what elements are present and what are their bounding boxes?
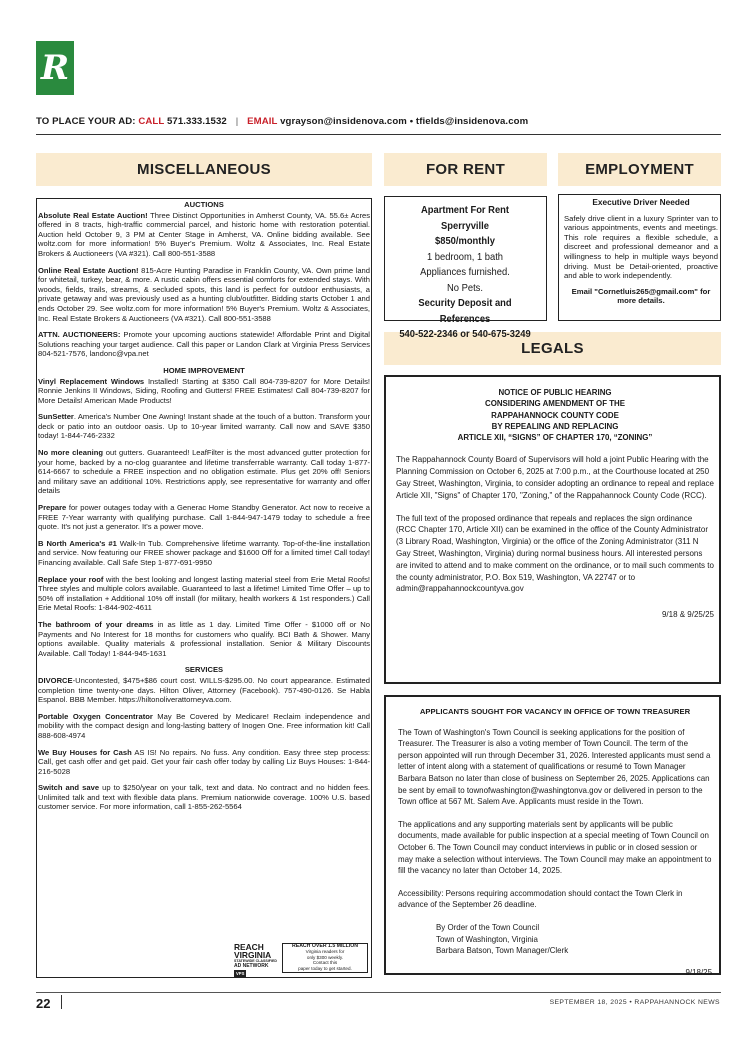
legal-paragraph: The full text of the proposed ordinance that repeals and replaces the sign ordinance (RCC Chapter 170, Article XII) can be examined in the office of the County Administrator (3 Library Road, Washington, Virginia) or the office of the Zoning Administrator (311 N Gay Street, Washington, Virginia) during normal business hours. All interested persons are invited to attend and to make comment on the ordinance, or to mail such comments to the county administrator, P.O. Box 519, Washington, VA 22747 or to admin@rappahannockcountyva.gov	[396, 513, 714, 594]
signature-line: Barbara Batson, Town Manager/Clerk	[436, 946, 569, 956]
call-label: CALL	[138, 116, 165, 127]
legals-header-text: LEGALS	[521, 340, 584, 357]
place-ad-lead: TO PLACE YOUR AD:	[36, 116, 136, 127]
rent-price: $850/monthly	[435, 236, 495, 247]
rent-content	[396, 203, 534, 343]
email-label: EMAIL	[247, 116, 278, 127]
section-home-improvement: HOME IMPROVEMENT	[163, 365, 245, 375]
ad-title: ATTN. AUCTIONEERS:	[38, 330, 121, 340]
ad-title: Replace your roof	[38, 574, 104, 584]
reach-line: only $300 weekly.	[306, 954, 344, 960]
reach-vps: VPS	[236, 971, 245, 976]
ad-title: SunSetter	[38, 412, 74, 422]
classified-ad	[38, 539, 370, 568]
ad-title: Switch and save	[38, 783, 100, 793]
ad-body: . America's Number One Awning! Instant shade at the touch of a button. Transform your deck or patio into an outdoor oasis. Up to 10-year limited warranty. Call now and SAVE $350 today! 1-844-746-2332	[38, 412, 370, 441]
ad-body: May Be Covered by Medicare! Reclaim independence and mobility with the compact design and long-lasting battery of Inogen One. Free information kit! Call 888-608-4974	[38, 711, 370, 740]
reach-line: REACH	[234, 942, 264, 952]
ad-title: Prepare	[38, 503, 67, 513]
classified-ad	[38, 503, 370, 532]
signature-block	[436, 922, 712, 957]
classified-ad	[38, 266, 370, 324]
ad-title: We Buy Houses for Cash	[38, 747, 132, 757]
page-number: 22	[36, 996, 51, 1011]
classified-ad	[38, 575, 370, 613]
reach-virginia-ad	[234, 942, 368, 976]
classified-ad	[38, 712, 370, 741]
heading-line: BY REPEALING AND REPLACING	[491, 421, 619, 431]
rent-title: Apartment For Rent Sperryville	[420, 205, 510, 232]
ad-title: Portable Oxygen Concentrator	[38, 711, 153, 721]
section-auctions: AUCTIONS	[184, 200, 224, 209]
employment-body: Safely drive client in a luxury Sprinter van to various appointments, events and meetings. This role requires a flexible schedule, a discreet and professional demeanor and a willingness to help in multiple ways beyond driving. Must be Detail-oriented, proactive and able to work independently.	[564, 213, 718, 281]
classified-ad	[38, 676, 370, 705]
legal-paragraph: The Rappahannock County Board of Supervisors will hold a joint Public Hearing with the Planning Commission on October 6, 2025 at 7:00 p.m., at the Courthouse located at 250 Gay Street, Washington, Virginia, to consider adopting an ordinance to repeal and replace Article XII, "Signs" of Chapter 170, "Zoning," of the Rappahannock County Code (RCC).	[396, 455, 714, 500]
reach-line: AD NETWORK	[234, 962, 269, 969]
treasurer-heading: APPLICANTS SOUGHT FOR VACANCY IN OFFICE OF TOWN TREASURER	[419, 707, 691, 716]
legal-notice	[396, 387, 714, 621]
treasurer-notice	[398, 706, 712, 978]
ad-body: 815-Acre Hunting Paradise in Franklin County, VA. Own prime land for whitetail, turkey, bear, & more. A rustic cabin offers essential comforts for extended stays. With woods, fields, trails, streams, & secluded spots, this land is perfect for outdoor enthusiasts, a private getaway and was previously used as a hunting club/outfitter. Bidding starts October 1 and ends October 29. See woltz.com for more information! 5% Buyer's Premium. Woltz & Associates, Inc. Real Estate Brokers & Auctioneers (VA #321). Call 800-551-3588	[38, 265, 370, 323]
rent-header	[384, 153, 547, 186]
heading-line: NOTICE OF PUBLIC HEARING	[498, 388, 612, 397]
reach-line: VIRGINIA	[234, 950, 272, 960]
newspaper-logo	[36, 41, 74, 95]
page-info: SEPTEMBER 18, 2025 • RAPPAHANNOCK NEWS	[549, 999, 720, 1006]
ad-body: out gutters. Guaranteed! LeafFilter is the most advanced gutter protection for your home, backed by a no-clog guarantee and lifetime transferrable warranty. Call today 1-877-614-6667 to schedule a FREE inspection and no obligation estimate. Plus get 20% off! Seniors and military save an additional 10%. Restrictions apply, see representative for warranty and offer details	[38, 448, 370, 496]
ad-title: Absolute Real Estate Auction!	[38, 210, 148, 220]
ad-body: with the best looking and longest lasting material steel from Erie Metal Roofs! Three styles and multiple colors available. Guaranteed to last a lifetime! Limited Time Offer – up to 50% off installation + Additional 10% off install (for military, health workers & 1st responders.) Call Erie Metal Roofs: 1-844-902-4611	[38, 574, 370, 613]
ad-title: Vinyl Replacement Windows	[38, 376, 145, 386]
legal-paragraph: Accessibility: Persons requiring accommodation should contact the Town Clerk in advance of the September 26 deadline.	[398, 888, 683, 910]
reach-text	[282, 943, 368, 973]
signature-line: By Order of the Town Council	[436, 922, 540, 932]
classified-ad	[38, 783, 370, 812]
footer-rule	[36, 992, 721, 993]
reach-line: paper today to get started.	[298, 965, 352, 971]
reach-line: STATEWIDE CLASSIFIED	[234, 959, 277, 963]
logo-letter: R	[40, 48, 70, 88]
classified-ad	[38, 448, 370, 496]
ad-title: DIVORCE	[38, 675, 73, 685]
reach-headline: REACH OVER 1.5 MILLION	[291, 943, 358, 949]
ad-body: Promote your upcoming auctions statewide! Affordable Print and Digital Solutions reaching your target audience. Call this paper or Landon Clark at Virginia Press Services 804-521-7576, landonc@vpa.net	[38, 330, 370, 359]
classified-ad	[38, 748, 370, 777]
rent-phone: 540-522-2346 or 540-675-3249	[399, 329, 531, 340]
employment-header-text: EMPLOYMENT	[585, 161, 694, 178]
classified-ad	[38, 211, 370, 259]
classified-ad	[38, 620, 370, 658]
legal-date: 9/18/25	[685, 967, 712, 977]
rent-header-text: FOR RENT	[425, 161, 506, 178]
reach-line: Contact this	[312, 960, 338, 966]
classified-ad	[38, 377, 370, 406]
ad-body: Walk-In Tub. Comprehensive lifetime warranty. Top-of-the-line installation and service. Now featuring our FREE shower package and $1600 Off for a limited time! Call today! Financing available. Call Safe Step 1-877-691-9950	[38, 538, 370, 567]
employment-title: Executive Driver Needed	[592, 197, 690, 207]
ad-body: AS IS! No repairs. No fuss. Any condition. Easy three step process: Call, get cash offer and get paid. Get your fair cash offer today by calling Liz Buys Houses: 1-844-216-5028	[38, 747, 370, 776]
ad-title: The bathroom of your dreams	[38, 619, 154, 629]
ad-title: B North America's #1	[38, 538, 117, 548]
employment-content	[564, 198, 718, 306]
ad-body: for power outages today with a Generac Home Standby Generator. Act now to receive a FREE 7-Year warranty with qualifying purchase. Call 1-844-947-1479 today to schedule a free quote. It's not just a generator. It's a power move.	[38, 503, 370, 532]
separator: |	[235, 116, 239, 127]
heading-line: RAPPAHANNOCK COUNTY CODE	[491, 410, 619, 420]
classified-ad	[38, 412, 370, 441]
ad-title: Online Real Estate Auction!	[38, 265, 139, 275]
top-rule	[36, 134, 721, 135]
call-number[interactable]: 571.333.1532	[166, 116, 227, 127]
misc-header-text: MISCELLANEOUS	[137, 161, 271, 178]
reach-line: Virginia readers for	[305, 949, 345, 955]
rent-line: Appliances furnished.	[420, 267, 510, 278]
ad-body: Three Distinct Opportunities in Amherst County, VA. 55.6± Acres offered in 8 tracts, high-traffic commercial parcel, and historic home with restoration potential. Auction held October 9, 3 PM at Center Stage in Amherst, VA. Online bidding available. See woltz.com for more information! 5% Buyer's Premium. Woltz & Associates, Inc. Real Estate Brokers & Auctioneers (VA #321). Call 800-551-3588	[38, 210, 371, 258]
email-addresses[interactable]: vgrayson@insidenova.com • tfields@insidenova.com	[280, 116, 529, 127]
classified-ad	[38, 330, 370, 359]
employment-contact: Email "Cornetluis265@gmail.com" for more details.	[571, 286, 711, 306]
heading-line: CONSIDERING AMENDMENT OF THE	[485, 399, 625, 409]
reach-logo	[234, 942, 278, 976]
misc-header	[36, 153, 372, 186]
rent-line: No Pets.	[447, 282, 483, 294]
legal-date: 9/18 & 9/25/25	[661, 610, 714, 620]
ad-body: -Uncontested, $475+$86 court cost. WILLS-$295.00. No court appearance. Estimated completion time twenty-one days. Hilton Oliver, Attorney (Facebook). 757-490-0126. Se Habla Espanol. BBB Member. https://hiltonoliverattorneyva.com.	[38, 675, 370, 705]
place-ad-line	[36, 116, 726, 127]
legal-notice-heading	[396, 387, 714, 443]
legal-paragraph: The Town of Washington's Town Council is seeking applications for the position of Treasurer. The Treasurer is also a voting member of Town Council. The term of the person appointed will run through December 31, 2026. Interested applicants must send a letter of intent along with a statement of qualifications or resumé to Town Manager Barbara Batson no later than close of business on September 26, 2025. Applications can be sent by email to townofwashington@washingtonva.gov or delivered in person to the Town office at 567 Mt. Salem Ave. Applicants must reside in the Town.	[398, 727, 711, 807]
ad-title: No more cleaning	[38, 448, 103, 458]
rent-line: 1 bedroom, 1 bath	[426, 251, 504, 263]
ad-body: Installed! Starting at $350 Call 804-739-8207 for More Details! Ronnie Jenkins II Windows, Siding, Roofing and Gutters! FREE Estimates! Call 804-739-8207 for More Details! American Made Products!	[38, 376, 370, 405]
employment-header	[558, 153, 721, 186]
misc-content	[38, 200, 370, 819]
signature-line: Town of Washington, Virginia	[436, 934, 538, 944]
heading-line: ARTICLE XII, “SIGNS” OF CHAPTER 170, “ZONING”	[457, 433, 653, 443]
ad-body: up to $250/year on your talk, text and data. No contract and no hidden fees. Unlimited talk and text with flexible data plans. Premium nationwide coverage. 100% U.S. based customer service. For more information, call 1-855-262-5564	[38, 783, 370, 812]
ad-body: in as little as 1 day. Limited Time Offer - $1000 off or No Payments and No Interest for 18 months for customers who qualify. BCI Bath & Shower. Many options available. Quality materials & professional installation. Senior & Military Discounts Available. Call Today! 1-844-945-1631	[38, 619, 371, 658]
page-divider	[61, 995, 62, 1009]
rent-line: Security Deposit and References	[418, 298, 512, 325]
legal-paragraph: The applications and any supporting materials sent by applicants will be public documents, made available for public inspection at a special meeting of Town Council on October 6. The Town Council may conduct interviews in public or in closed session or may make a selection without interviews. The Town Council may make an appointment to fill the vacancy no later than October 14, 2025.	[398, 819, 712, 876]
section-services: SERVICES	[184, 665, 224, 675]
